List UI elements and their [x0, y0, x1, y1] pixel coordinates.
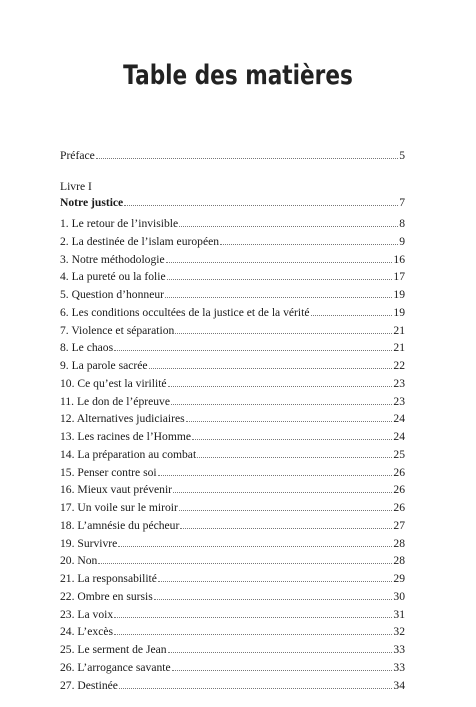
toc-entry-chapter[interactable] — [60, 535, 405, 550]
toc-page-number: 28 — [393, 536, 405, 550]
toc-entry-chapter[interactable] — [60, 233, 405, 248]
toc-entry-chapter[interactable] — [60, 606, 405, 621]
toc-page-number: 30 — [393, 589, 405, 603]
dot-leader — [118, 535, 392, 547]
toc-entry-chapter[interactable] — [60, 499, 405, 514]
dot-leader — [175, 322, 392, 334]
toc-entry-label: 27. Destinée — [60, 678, 118, 692]
toc-entry-chapter[interactable] — [60, 570, 405, 585]
part-label: Livre I — [60, 180, 92, 193]
dot-leader — [168, 641, 393, 653]
toc-page-number: 31 — [393, 607, 405, 621]
toc-page-number: 32 — [393, 625, 405, 639]
toc-entry-chapter[interactable] — [60, 428, 405, 443]
toc-entry-label: 26. L’arrogance savante — [60, 660, 171, 674]
toc-page-number: 28 — [393, 554, 405, 568]
dot-leader — [179, 499, 393, 511]
toc-page-number: 9 — [399, 234, 405, 248]
toc-entry-label: 13. Les racines de l’Homme — [60, 430, 192, 443]
dot-leader — [166, 251, 393, 263]
toc-entry-label: 8. Le chaos — [60, 341, 114, 355]
toc-page-number: 26 — [393, 465, 405, 479]
toc-page-number: 23 — [393, 376, 405, 390]
toc-entry-chapter[interactable] — [60, 357, 405, 372]
toc-entry-chapter[interactable] — [60, 339, 405, 354]
toc-entry-label: 16. Mieux vaut prévenir — [60, 483, 173, 497]
toc-page-number: 27 — [393, 518, 405, 532]
toc-entry-chapter[interactable] — [60, 481, 405, 496]
toc-page-number: 8 — [399, 217, 405, 230]
toc-page-number: 17 — [393, 270, 405, 284]
dot-leader — [197, 446, 392, 458]
dot-leader — [165, 286, 392, 298]
toc-entry-label: 5. Question d’honneur — [60, 288, 165, 301]
toc-entry-chapter[interactable] — [60, 215, 405, 230]
toc-entry-label: Préface — [60, 149, 95, 162]
toc-page-number: 5 — [399, 149, 405, 162]
toc-entry-chapter[interactable] — [60, 268, 405, 283]
toc-page-number: 7 — [399, 196, 405, 209]
toc-entry-label: 20. Non — [60, 554, 98, 568]
toc-entry-label: 12. Alternatives judiciaires — [60, 412, 185, 426]
dot-leader — [168, 375, 393, 387]
dot-leader — [158, 464, 393, 476]
dot-leader — [220, 233, 398, 245]
toc-entry-label: 14. La préparation au combat — [60, 447, 197, 461]
dot-leader — [186, 410, 393, 422]
page-title: Table des matières — [123, 60, 353, 91]
toc-entry-label: 22. Ombre en sursis — [60, 589, 153, 603]
toc-page-number: 26 — [393, 483, 405, 497]
dot-leader — [158, 570, 392, 582]
dot-leader — [119, 677, 392, 689]
toc-entry-label: 17. Un voile sur le miroir — [60, 501, 178, 514]
toc-entry-preface[interactable] — [60, 147, 405, 162]
toc-page-number: 24 — [393, 412, 405, 426]
dot-leader — [311, 304, 393, 316]
toc-entry-label: 24. L’excès — [60, 625, 114, 639]
dot-leader — [96, 147, 398, 159]
toc-entry-chapter[interactable] — [60, 659, 405, 674]
toc-entry-label: 10. Ce qu’est la virilité — [60, 376, 167, 390]
toc-entry-chapter[interactable] — [60, 322, 405, 337]
toc-entry-label: 7. Violence et séparation — [60, 323, 175, 337]
toc-entry-label: 2. La destinée de l’islam européen — [60, 234, 220, 248]
toc-entry-label: 15. Penser contre soi — [60, 465, 157, 479]
dot-leader — [149, 357, 393, 369]
dot-leader — [179, 215, 398, 227]
dot-leader — [180, 517, 392, 529]
dot-leader — [171, 393, 392, 405]
toc-entry-book-heading[interactable] — [60, 194, 405, 209]
toc-page-number: 16 — [393, 252, 405, 266]
toc-entry-chapter[interactable] — [60, 623, 405, 638]
toc-entry-chapter[interactable] — [60, 251, 405, 266]
toc-entry-chapter[interactable] — [60, 641, 405, 656]
toc-entry-chapter[interactable] — [60, 464, 405, 479]
dot-leader — [173, 481, 392, 493]
toc-entry-chapter[interactable] — [60, 446, 405, 461]
toc-entry-chapter[interactable] — [60, 517, 405, 532]
toc-page-number: 26 — [393, 501, 405, 514]
toc-page-number: 33 — [393, 660, 405, 674]
toc-page-number: 29 — [393, 572, 405, 585]
dot-leader — [154, 588, 393, 600]
toc-page-number: 25 — [393, 447, 405, 461]
dot-leader — [114, 623, 392, 635]
dot-leader — [124, 194, 398, 206]
toc-entry-chapter[interactable] — [60, 552, 405, 567]
toc-page-number: 21 — [393, 323, 405, 337]
toc-entry-label: 23. La voix — [60, 607, 114, 621]
toc-entry-label: 25. Le serment de Jean — [60, 643, 167, 656]
toc-entry-label: 21. La responsabilité — [60, 572, 157, 585]
toc-entry-chapter[interactable] — [60, 677, 405, 692]
toc-entry-label: 11. Le don de l’épreuve — [60, 394, 170, 408]
toc-page-number: 24 — [393, 430, 405, 443]
dot-leader — [98, 552, 392, 564]
toc-entry-chapter[interactable] — [60, 375, 405, 390]
dot-leader — [114, 606, 392, 618]
toc-entry-label: 3. Notre méthodologie — [60, 252, 165, 266]
dot-leader — [192, 428, 392, 440]
toc-page-number: 34 — [393, 678, 405, 692]
toc-page-number: 21 — [393, 341, 405, 355]
toc-page-number: 19 — [393, 305, 405, 319]
toc-entry-chapter[interactable] — [60, 393, 405, 408]
toc-entry-label: 9. La parole sacrée — [60, 359, 148, 372]
toc-page-number: 33 — [393, 643, 405, 656]
toc-page-number: 23 — [393, 394, 405, 408]
toc-page-number: 19 — [393, 288, 405, 301]
toc-entry-label: 4. La pureté ou la folie — [60, 270, 166, 284]
toc-entry-label: 18. L’amnésie du pécheur — [60, 518, 180, 532]
toc-entry-chapter[interactable] — [60, 286, 405, 301]
toc-entry-chapter[interactable] — [60, 410, 405, 425]
dot-leader — [167, 268, 393, 280]
dot-leader — [172, 659, 393, 671]
toc-page-number: 22 — [393, 359, 405, 372]
toc-entry-label: 6. Les conditions occultées de la justice et de la vérité — [60, 305, 310, 319]
toc-entry-label: 1. Le retour de l’invisible — [60, 217, 179, 230]
toc-entry-chapter[interactable] — [60, 304, 405, 319]
toc-entry-chapter[interactable] — [60, 588, 405, 603]
dot-leader — [114, 339, 392, 351]
toc-entry-label: Notre justice — [60, 196, 124, 209]
toc-entry-label: 19. Survivre — [60, 536, 118, 550]
